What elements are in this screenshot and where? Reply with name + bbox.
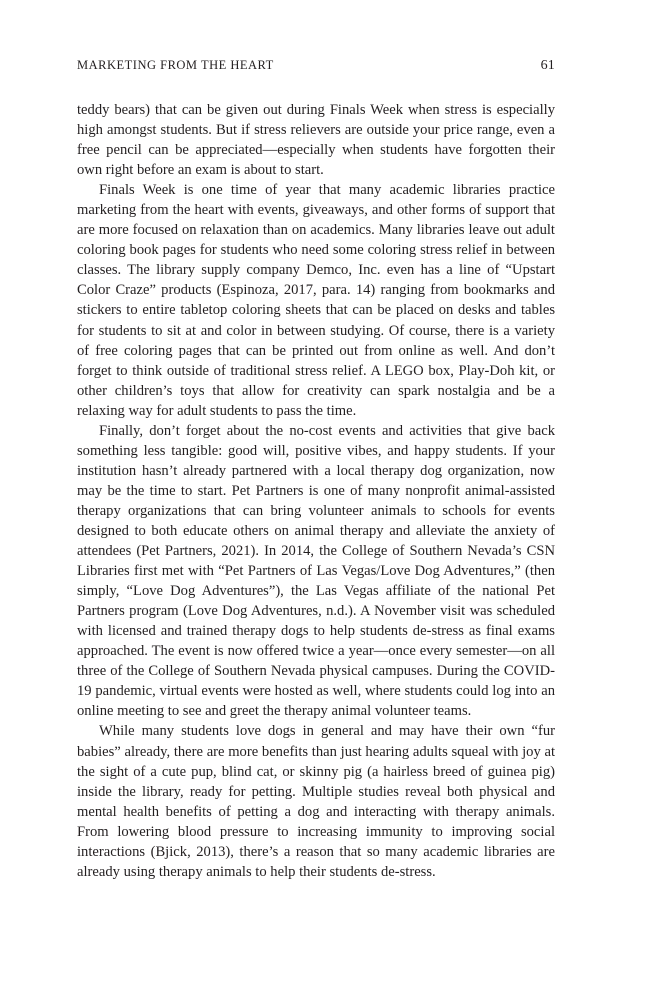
running-title: MARKETING FROM THE HEART xyxy=(77,58,274,72)
book-page xyxy=(77,58,555,882)
body-text xyxy=(77,100,555,882)
paragraph-therapy-animal-benefits: While many students love dogs in general and may have their own “fur babies” already, there are more benefits than just hearing adults squeal with joy at the sight of a cute pup, blind cat, or skinny pig (a hairless breed of guinea pig) inside the library, ready for petting. Multiple studies reveal both physical and mental health benefits of petting a dog and interacting with therapy animals. From lowering blood pressure to increasing immunity to improving social interactions (Bjick, 2013), there’s a reason that so many academic libraries are already using therapy animals to help their students de-stress. xyxy=(77,723,555,880)
page-number: 61 xyxy=(540,58,555,73)
paragraph-continuation: teddy bears) that can be given out during Finals Week when stress is especially high amongst students. But if stress relievers are outside your price range, even a free pencil can be appreciated—especially when students have forgotten their own right before an exam is about to start. xyxy=(77,102,555,179)
paragraph-finals-week: Finals Week is one time of year that many academic libraries practice marketing from the heart with events, giveaways, and other forms of support that are more focused on relaxation than on academics. Many libraries leave out adult coloring book pages for students who need some coloring stress relief in between classes. The library supply company Demco, Inc. even has a line of “Upstart Color Craze” products (Espinoza, 2017, para. 14) ranging from bookmarks and stickers to entire tabletop coloring sheets that can be placed on desks and tables for students to sit at and color in between studying. Of course, there is a variety of free coloring pages that can be printed out from online as well. And don’t forget to think outside of traditional stress relief. A LEGO box, Play-Doh kit, or other children’s toys that allow for creativity can spark nostalgia and be a relaxing way for adult students to pass the time. xyxy=(77,182,555,419)
running-head xyxy=(77,58,555,78)
paragraph-no-cost-events: Finally, don’t forget about the no-cost events and activities that give back something less tangible: good will, positive vibes, and happy students. If your institution hasn’t already partnered with a local therapy dog organization, now may be the time to start. Pet Partners is one of many nonprofit animal-assisted therapy organizations that can bring volunteer animals to schools for events designed to both educate others on animal therapy and alleviate the anxiety of attendees (Pet Partners, 2021). In 2014, the College of Southern Nevada’s CSN Libraries first met with “Pet Partners of Las Vegas/Love Dog Adventures,” (then simply, “Love Dog Adventures”), the Las Vegas affiliate of the national Pet Partners program (Love Dog Adventures, n.d.). A November visit was scheduled with licensed and trained therapy dogs to help students de-stress as final exams approached. The event is now offered twice a year—once every semester—on all three of the College of Southern Nevada physical campuses. During the COVID-19 pandemic, virtual events were hosted as well, where students could log into an online meeting to see and greet the therapy animal volunteer teams. xyxy=(77,422,555,720)
